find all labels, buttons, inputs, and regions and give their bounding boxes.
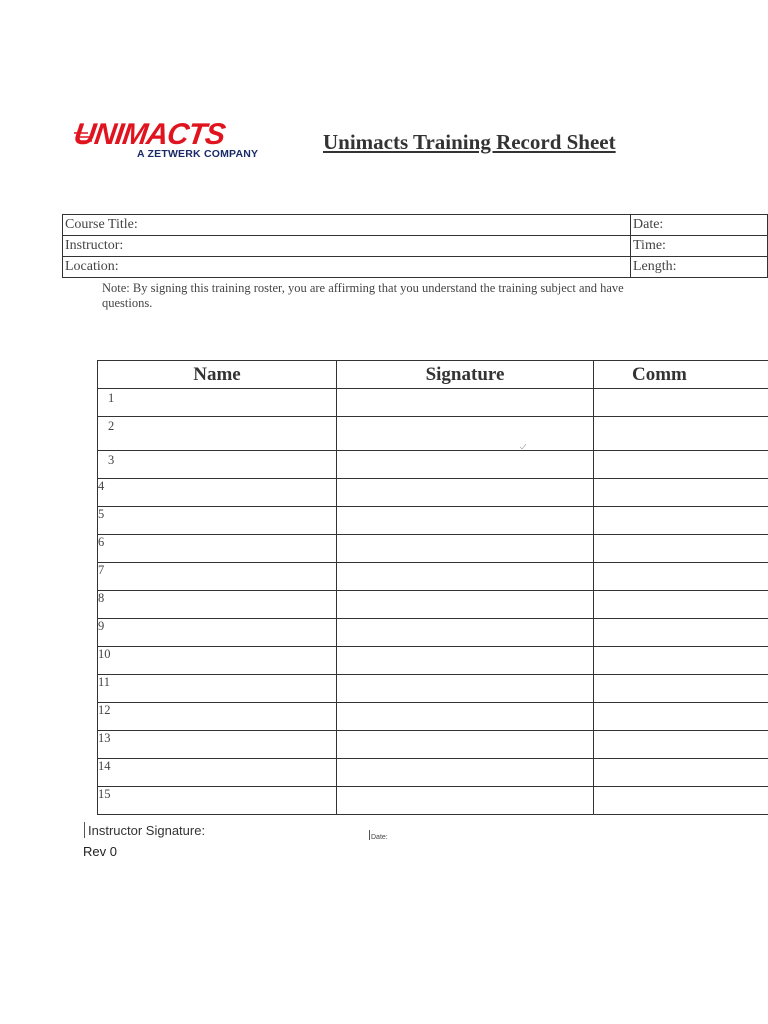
- roster-row: [98, 507, 768, 535]
- date-label: Date:: [633, 217, 664, 232]
- signature-cell[interactable]: [337, 479, 594, 507]
- page-title: Unimacts Training Record Sheet: [323, 130, 616, 154]
- company-logo: [71, 118, 284, 162]
- name-cell[interactable]: [98, 591, 337, 619]
- info-row-course: [63, 215, 768, 236]
- note-line-2: questions.: [102, 296, 153, 310]
- row-number: 8: [98, 591, 105, 605]
- instructor-signature-line[interactable]: [84, 822, 205, 838]
- name-cell[interactable]: [98, 451, 337, 479]
- course-title-field[interactable]: [63, 215, 631, 236]
- signature-cell[interactable]: [337, 535, 594, 563]
- signature-cell[interactable]: [337, 389, 594, 417]
- time-field[interactable]: [631, 236, 768, 257]
- row-number: 5: [98, 507, 105, 521]
- comments-cell[interactable]: [594, 535, 768, 563]
- signature-cell[interactable]: [337, 417, 594, 451]
- name-cell[interactable]: [98, 417, 337, 451]
- signature-cell[interactable]: [337, 703, 594, 731]
- logo-tagline: A ZETWERK COMPANY: [137, 148, 259, 160]
- roster-row: [98, 389, 768, 417]
- row-number: 13: [98, 731, 111, 745]
- course-info-table: [62, 214, 768, 278]
- roster-body: [98, 389, 768, 815]
- instructor-label: Instructor:: [65, 238, 124, 253]
- comments-cell[interactable]: [594, 731, 768, 759]
- name-cell[interactable]: [98, 647, 337, 675]
- footer-date-label: Date:: [371, 834, 388, 841]
- row-number: 12: [98, 703, 111, 717]
- signature-cell[interactable]: [337, 731, 594, 759]
- signature-cell[interactable]: [337, 451, 594, 479]
- comments-cell[interactable]: [594, 787, 768, 815]
- comments-cell[interactable]: [594, 591, 768, 619]
- instructor-signature-label: Instructor Signature:: [88, 823, 206, 838]
- header-name: Name: [98, 361, 337, 389]
- stray-mark-icon: [520, 444, 526, 449]
- affirmation-note: [102, 281, 768, 311]
- row-number: 15: [98, 787, 111, 801]
- row-number: 4: [98, 479, 105, 493]
- header-signature: Signature: [337, 361, 594, 389]
- comments-cell[interactable]: [594, 389, 768, 417]
- row-number: 9: [98, 619, 105, 633]
- info-row-instructor: [63, 236, 768, 257]
- signature-cell[interactable]: [337, 619, 594, 647]
- footer-date-line[interactable]: [369, 830, 388, 841]
- comments-cell[interactable]: [594, 451, 768, 479]
- roster-row: [98, 731, 768, 759]
- name-cell[interactable]: [98, 389, 337, 417]
- comments-cell[interactable]: [594, 759, 768, 787]
- signature-cell[interactable]: [337, 591, 594, 619]
- comments-cell[interactable]: [594, 507, 768, 535]
- comments-cell[interactable]: [594, 675, 768, 703]
- roster-row: [98, 647, 768, 675]
- name-cell[interactable]: [98, 675, 337, 703]
- row-number: 10: [98, 647, 111, 661]
- attendee-roster-table: [97, 360, 768, 815]
- location-field[interactable]: [63, 257, 631, 278]
- logo-wordmark: UNIMACTS: [71, 118, 227, 151]
- row-number: 11: [98, 675, 111, 689]
- name-cell[interactable]: [98, 619, 337, 647]
- roster-row: [98, 675, 768, 703]
- cursor-bar-icon: [84, 822, 85, 838]
- roster-row: [98, 417, 768, 451]
- roster-row: [98, 451, 768, 479]
- length-field[interactable]: [631, 257, 768, 278]
- roster-row: [98, 787, 768, 815]
- row-number: 3: [108, 453, 115, 467]
- name-cell[interactable]: [98, 759, 337, 787]
- signature-cell[interactable]: [337, 675, 594, 703]
- comments-cell[interactable]: [594, 647, 768, 675]
- date-field[interactable]: [631, 215, 768, 236]
- name-cell[interactable]: [98, 563, 337, 591]
- revision-label: Rev 0: [83, 844, 117, 859]
- name-cell[interactable]: [98, 731, 337, 759]
- signature-cell[interactable]: [337, 647, 594, 675]
- signature-cell[interactable]: [337, 507, 594, 535]
- cursor-bar-icon: [369, 830, 370, 840]
- comments-cell[interactable]: [594, 619, 768, 647]
- comments-cell[interactable]: [594, 703, 768, 731]
- row-number: 7: [98, 563, 105, 577]
- name-cell[interactable]: [98, 535, 337, 563]
- comments-cell[interactable]: [594, 563, 768, 591]
- roster-row: [98, 563, 768, 591]
- location-label: Location:: [65, 259, 119, 274]
- roster-header-row: [98, 361, 768, 389]
- roster-row: [98, 591, 768, 619]
- info-row-location: [63, 257, 768, 278]
- course-title-label: Course Title:: [65, 217, 138, 232]
- roster-row: [98, 479, 768, 507]
- length-label: Length:: [633, 259, 677, 274]
- comments-cell[interactable]: [594, 417, 768, 451]
- signature-cell[interactable]: [337, 759, 594, 787]
- name-cell[interactable]: [98, 703, 337, 731]
- time-label: Time:: [633, 238, 666, 253]
- roster-row: [98, 703, 768, 731]
- instructor-field[interactable]: [63, 236, 631, 257]
- row-number: 2: [108, 419, 115, 433]
- name-cell[interactable]: [98, 787, 337, 815]
- note-line-1: Note: By signing this training roster, you are affirming that you understand the training subject and have: [102, 281, 624, 295]
- row-number: 1: [108, 391, 115, 405]
- name-cell[interactable]: [98, 479, 337, 507]
- roster-row: [98, 619, 768, 647]
- row-number: 6: [98, 535, 105, 549]
- roster-row: [98, 535, 768, 563]
- comments-cell[interactable]: [594, 479, 768, 507]
- roster-row: [98, 759, 768, 787]
- name-cell[interactable]: [98, 507, 337, 535]
- row-number: 14: [98, 759, 111, 773]
- header-comments: Comm: [594, 361, 768, 389]
- signature-cell[interactable]: [337, 563, 594, 591]
- signature-cell[interactable]: [337, 787, 594, 815]
